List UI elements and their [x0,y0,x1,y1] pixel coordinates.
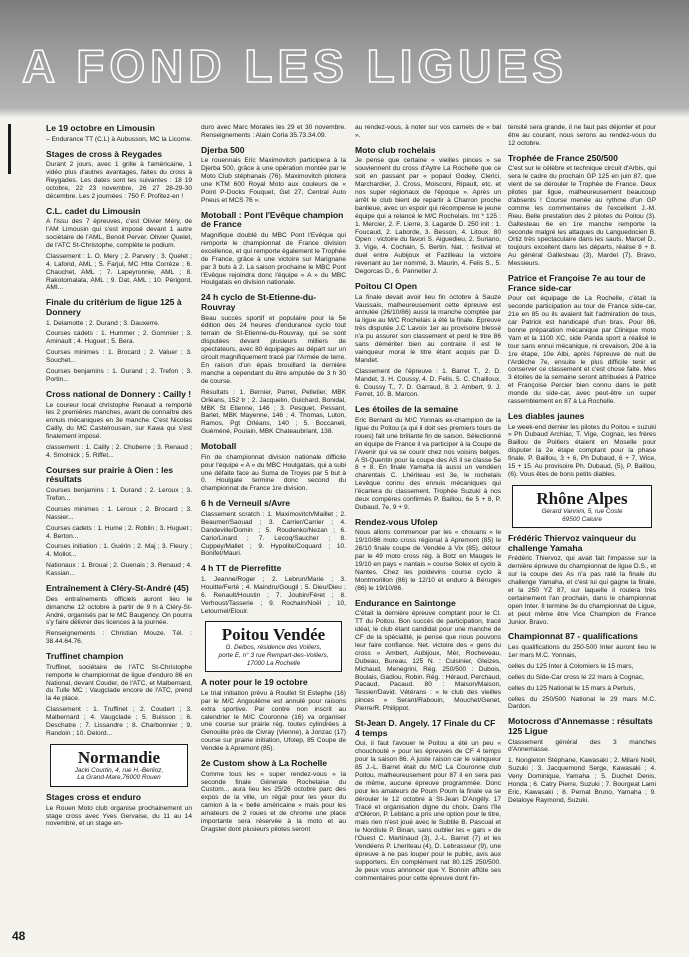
article-heading: Motoball [201,441,237,452]
article-heading: Finale du critérium de ligue 125 à Donnery [46,297,182,317]
article-paragraph: Comme tous les « super rendez-vous » la seconde finale Génerale Rochelaise du Custom... aura lieu les 25/26 octobre parc des expos de la ville, un régal pour les yeux du camion à la « belle américaine » mais pour les amateurs de 2 roues et de chrome une place importante sera réservée à la moto et au Dragster dont plusieurs pilotes seront [201,770,346,833]
article-paragraph: C'est sur le célèbre et technique circuit d'Arbis, qui sera le cadre du prochain GP 125 en juin 87, que vient de se dérouler le Trophée de France. Deux pilotes par ligue, malheureusement beaucoup d'absents ! Course menée au rythme d'un GP comme les commentaires de l'excellent J.-M. Rieu. Belle prestation des 2 pilotes du Poitou (3). Gallesteau 6e en 1re manche remporte la seconde malgré les attaques du Languedocien B. Ortiz très spectaculaire dans les sauts, Marcel D., toujours excellent dans les départs, réalise 8 + 8. Au général Gallesteau (3), Mardel (7). Bravo, Messieurs. [508,165,656,268]
article-heading: A noter pour le 19 octobre [201,677,308,688]
article-paragraph: Je pense que certaine « vieilles pinces » se souviennent du cross d'Aytre La Rochelle que ce soit en passant par « popaul Godey, Clerici, Marchardier, J. Cross, Moisconi, Ripault, etc. et nos super régionaux de l'époque ». Après un arrêt le club bient de repartir à Charron proche banlieue, avec un espoir qui récompense le jeune équipe qui a relancé le M/C Rochelais. Int * 125 : 1. Mercier, 2. F. Lierre, 3. Lagarde D. 250 init : 1. Foucaud, 2. Laborde, 3. Besson, 4. Litoux. 80 Open : victoire du favori S. Aiguedieu, 2. Suriano, 3. Vige, 4. Cochain, 5. Bertin. Nat. : festival et duel entre Aubijoux et Fazilleau la victoire revenant au 1er nommé, 3. Maurin, 4. Felis S., 5. Degorcas D., 6. Pannetier J. [355,157,501,276]
article-heading: Entraînement à Cléry-St-André (45) [46,583,189,594]
league-address-line: La Grand-Mare,76000 Rouen [77,774,161,782]
article-heading: Stages de cross à Reygades [46,148,163,159]
article-paragraph: au rendez-vous, à noter sur vos carnets de « bal ». [355,124,501,139]
article-paragraph: classement : 1. Cailly ; 2. Chuberre ; 3. Renaud ; 4. Smolnick ; 5. Riffet... [46,444,192,459]
article-paragraph: Nous allons commencer par les « chouans » le 19/10/86 moto cross régional à Apremont (85) le 26/10 finale coupe de Vendée à Vix (85), détour par le 49 moto cross rég. à Botz en Mauges le 19/10 en pays « nantais » course Solex et cyclo à Nantes. Chez les poidevins course cyclo à Montmorillon (86) le 12/10 et enduro à Béruges (86) le 19/10/86. [355,529,501,592]
article-paragraph: Frédéric Thiervoz, qui avait fait l'impasse sur la dernière épreuve du championnat de ligue D.S., et sur la coupe des As n'a pas raté la finale du challenge Yamaha, et c'est lui qui gagne la finale, et la 250 YZ 87, sur laquelle il roulera très certainement l'an prochain, dans le championnat open Inter. Il termine 3e du championnat de Ligue, et peut même être Vice Champion de France Junior. Bravo. [508,555,656,626]
article-paragraph: Magnifique doublé du MBC Pont l'Evêque qui remporte le championnat de France division excellence, et qui remporte également le Trophée de France, grâce à une victoire sur Marignane par 3 buts à 2. La saison prochaine le MBC Pont l'Evêque rejoindra donc l'équipe « A » du MBC Houlgatais en division nationale. [201,232,346,287]
column-1 [46,124,192,945]
article-paragraph: Beau succès sportif et populaire pour la 5e édition des 24 heures d'endurance cyclo tout terrain de St-Etienne-du-Rouvray, qui se sont disputées devant plusieurs milliers de spectateurs, avec 80 équipages au départ sur un circuit magnifiquement tracé par l'Armée de terre. En raison d'un épais brouillard la dernière manche a cependant du être amputée de 3 h 30 de course. [201,314,346,385]
article-paragraph: A l'issu des 7 épreuves, c'est Olivier Méry, de l'AM Limousin qui s'est imposé devant 1 autre sociétaire de l'AML, Benoit Perver. Olivier Quelet, de l'ATC St-Christophe, complète le podium. [46,218,192,249]
league-address-line: 69500 Caluire [562,515,602,523]
header-band [0,0,689,118]
article-heading: Djerba 500 [201,144,245,155]
article-paragraph: Les qualifications du 250-500 Inter auront lieu le 1er mars M.C. Yonnais, [508,644,656,659]
article-paragraph: Le trial initiation prévu à Roullet St Estephe (16) par le M/C Angoulême est annulé pour raisons extra sportive. Par contre non inscrit au calendrier le M/C Couronne (16) va organiser une course sur prairie rég. toutes cylindrées à Genouille près de Civray (Vienne), à Jonzac (17) course sur prairie initiation, Ufolep, 85 Coupe de Vendée à Apremont (85). [201,689,346,753]
article-heading: Trophée de France 250/500 [508,152,618,163]
article-paragraph: duro avec Marc Morales les 29 et 30 novembre. Renseignements : Alain Corla 35.73.34.09. [201,124,346,139]
article-paragraph: Le coureur local christophe Renaud a remporté les 2 premières manches, avant de connaître des ennuis mécaniques en 3e manche. C'est Nicolas Cailly, du MC Castelrousain, sur Kawa qui s'est finalement imposé. [46,401,192,441]
article-heading: Rendez-vous Ufolep [355,516,438,527]
league-name: Normandie [77,747,161,767]
article-heading: 2e Custom show à La Rochelle [201,758,328,769]
article-paragraph: Courses benjamins : 1. Durand ; 2. Leroux ; 3. Trefon... [46,487,192,502]
article-paragraph: Courses minimes : 1. Leroux ; 2. Brocard ; 3. Nassier... [46,505,192,521]
article-paragraph: tensité sera grande, il ne faut pas déjonter et pour être au courant, nous serons au rendez-vous du 12 octobre. [508,124,656,147]
article-heading: Stages cross et enduro [46,792,142,803]
league-name: Poitou Vendée [221,625,326,645]
article-heading: Frédéric Thiervoz vainqueur du challenge Yamaha [508,533,636,553]
article-paragraph: Classement général des 3 manches d'Annemasse. [508,738,656,754]
league-address-line: G. Delbos, résidence des Voiliers, [225,644,322,652]
article-paragraph: 1. Nongleton Stéphane, Kawasaki ; 2. Milani Noël, Suzuki ; 3. Jacquemond Serge, Kawasaki ; 4. Veny Dominique, Yamaha ; 5. Duchet Denis, Honda ; 6. Catry Pierre, Suzuki ; 7. Bourgeat Lami Eric, Kawasaki ; 8. Pernat Bruno, Yamaha ; 9. Delaloye Raymond, Suzuki. [508,757,656,804]
article-paragraph: Courses cadets : 1. Hummer ; 2. Gommier ; 3. Aminault ; 4. Huguet ; 5. Bera. [46,330,192,346]
article-heading: Motocross d'Annemasse : résultats 125 Ligue [508,716,653,736]
article-paragraph: C'était la dernière épreuve comptant pour le Cl. TT du Poitou. Bon succès de participation, tracé idéal, le club étant candidat pour une manche de CF de la spécialité, je pense que nous pouvons leur faire confiance. Net. victoire des « gens du cross » Ambert, Aubijoux, Mér, Rocheveau, Dubeau, Bureau. 125 N. : Cuisinier, Gleizes, Michaud, Menegrini, Rég. 250/500 : Dubois, Boulais, Gadiou, Robin. Rég. : Héraud, Perchaud, Pacaud, Pacaud. 80 : Maison/Maison, Tessier/David. Vétérans : « le club des vieilles pinces » Serant/Rabouin, Mouchet/Genet, Pierre/R. Philippot. [355,610,501,713]
article-paragraph: Eric Bernard du M/C Yonnais ex-champion de la ligue du Poitou (a qui il doit ses premiers tours de roues) fait une brillante fin de saison. Sélectionné en équipe de France il va participer à la Coupe de l'Avenir qui va se courir chez nos voisins belges. A St-Quentin pour la coupe des AS il se classe 5e 8 + 8. En finale Yamaha là aussi un vendéen charentais C. Lhériteau est 3e, le rochelais Levêque connu des ennuis mécaniques qui l'écartera du classement. Trophée Suzuki à nos deux compères confirmés P. Baillou, 6e 5 + 8, P. Dubaud, 7e, 9 + 9. [355,416,501,511]
article-heading: Les diables jaunes [508,410,585,421]
article-paragraph: celles du Side-Car cross le 22 mars à Cognac, [508,673,644,681]
article-heading: Motoball : Pont l'Evêque champion de France [201,209,344,230]
article-heading: Le 19 octobre en Limousin [46,124,155,133]
article-paragraph: Le rouennais Eric Maximovitch participera à la Djerba 500, grâce à une opération montée par le Moto Club stéphanais (76). Maximovitch pilotera une KTM 600 Royal Moto aux couleurs de « Point P-Docks Fouquet, Get 27, Central Auto Pneus et MCS 76 ». [201,157,346,204]
article-paragraph: Courses benjamins : 1. Durand ; 2. Trefon ; 3. Portin... [46,368,192,383]
page-number: 48 [12,929,26,943]
margin-bar [8,124,11,174]
article-paragraph: Classement : 1. O. Mery ; 2. Parvery ; 3. Quelet ; 4. Lafond, AML ; 5. Farjul, MC Htte Corrèze ; 6. Chauchet, AML ; 7. Lapeyronnie, AML ; 8. Rakotomalala, AML ; 9. Dat, AML ; 10. Périgord, AMI... [46,252,192,292]
article-heading: Patrice et Françoise 7e au tour de France side-car [508,273,646,293]
article-paragraph: Truffinet, sociétaire de l'ATC St-Christophe remporte le championnat de ligue d'enduro 86 en National, devant Couder, de l'ATC, et Malbernard, du Tulle MC ; Vaugclade encore de l'ATC, prend la 4e place. [46,663,192,703]
article-paragraph: La finale devait avoir lieu fin octobre à Sauze Vaussais, malheureusement cette épreuve est annulée (26/10/86) aussi la manche comptée par la ligue au M/C Rochelais a été la finale. Epreuve très disputée J.C Lavoix 1er au provisoire blessé n'a pu assurer son classement et perd le titre 86 sans démériter bien au contraire il est le vainqueur moral le titre étant acquis par D. Mandet. [355,293,501,364]
article-paragraph: Le week-end dernier les pilotes du Poitou « suzuki » Ph Dubaud Archiac, T. Vige, Cognac, les frères Baillou de Poitiers étaient en Moselle pour disputer la 2e étape comptant pour la phase finale. P. Baillou, 3 + 6, Ph Dubaud, 6 + 7, Wice, 15 + 15. Au provisoire Ph. Dubaud, (5), P. Baillou, (6). Vous êtes de bons petits diables. [508,423,656,478]
article-heading: 6 h de Verneuil s/Avre [201,498,291,509]
article-paragraph: Classement : 1. Truffinet ; 2. Coudert ; 3. Malbernard ; 4. Vaugclade ; 5. Buisson ; 6. Deschatre ; 7. Lissandre ; 8. Charbonnier ; 9. Randoin ; 10. Delord... [46,706,192,737]
article-paragraph: Courses cadets : 1. Hume ; 2. Roblin ; 3. Huguet ; 4. Berton... [46,524,192,540]
column-3 [355,124,501,945]
article-paragraph: celles du 250/500 National le 29 mars M.C. Dardon. [508,695,656,711]
article-paragraph: Fin de championnat division nationale difficile pour l'équipe « A » du MBC Houlgatais, qui a subi une défaite face au Suma de Troyes par 5 but à 0. Houlgate termine donc second du championnat de France 1re division. [201,453,346,493]
article-heading: Endurance en Saintonge [355,597,456,608]
article-paragraph: – Endurance TT (C.L) à Aubusson, MC la Licorne. [46,135,192,143]
article-heading: Truffinet champion [46,651,124,662]
page-title: A FOND LES LIGUES [22,40,568,92]
column-2 [201,124,346,945]
article-paragraph: Courses minimes : 1. Brocard ; 2. Valuer ; 3. Souchet... [46,349,192,365]
article-paragraph: Résultats : 1. Bernier, Parret, Pelletier, MBK Orléans, 152 tr ; 2. Jacquelin, Guichard, Bonidal, MBK St Etienne, 146 ; 3. Pesquet, Pessant, Barlet, MBK Mayenne, 146 ; 4. Thomas, Luton, Ramos, Pgt Orléans, 140 ; 5. Boccaneli, Guéméné, Poulain, MBK Chateaubriant, 138. [201,388,346,436]
article-paragraph: Pour cet équipage de La Rochelle, c'était la seconde participation au tour de France side-car, 21e en 85 ou ils avaient fait l'admiration de tous, car Patrick est handicapé d'un bras. Pour 86, bonne préparation mécanique par Clinique moto Yam et la 1100 XC, side Panda sport a réalisé le tour sans ennui mécanique, ni crevaison, 20e à la 1re étape, 10e Albi, après l'épreuve de nuit de l'Ardèche 7e, ensuite le plus difficile tenir et conserver ce classement et c'est chose faite. Mes 3 étoiles de la semaine seront attribuées à Patrice et Françoise Percier bien connu dans le petit monde du side-car, avec peut-être un super rassemblement en 87 à La Rochelle. [508,295,656,406]
article-heading: Les étoiles de la semaine [355,404,459,415]
article-heading: Championnat 87 - qualifications [508,631,638,642]
article-heading: 4 h TT de Pierrefitte [201,563,282,574]
article-heading: C.L. cadet du Limousin [46,205,141,216]
article-heading: Moto club rochelais [355,144,436,155]
article-heading: Cross national de Donnery : Cailly ! [46,388,192,399]
league-address-line: porte E, n° 3 rue Rempart-des-Voiliers, [218,652,329,660]
article-paragraph: Courses initiation : 1. Guérin ; 2. Maj ; 3. Fleury ; 4. Mollot... [46,543,192,559]
article-heading: 24 h cyclo de St-Etienne-du-Rouvray [201,292,317,312]
league-contact-box [205,621,342,672]
league-address-line: Gérard Vannini, 5, rue Coste [541,507,623,515]
article-paragraph: Des entraînements officiels auront lieu le dimanche 12 octobre à partir de 9 h à Cléry-St-André, organisés par le MC Baugency. On pourra s'y faire délivrer des licences à la journée. [46,595,192,627]
article-paragraph: Nationaux : 1. Brouai ; 2. Ouenais ; 3. Renaud ; 4. Kassian... [46,562,192,578]
article-heading: Poitou Cl Open [355,281,418,291]
article-paragraph: Renseignements : Christian Mouze. Tél. : 38.44.64.76. [46,630,192,646]
article-paragraph: Classement scratch : 1. Maximovitch/Maillet ; 2. Beaumer/Saouad ; 3. Carrier/Carrier ; 4. Dandeville/Domin ; 5. Roudenko/Nezan ; 6. Cario/Linard ; 7. Lecoq/Saucher ; 8. Cuppey/Mallet ; 9. Hypolite/Coquard ; 10. Bonifet/Mauri. [201,510,346,558]
article-heading: St-Jean D. Angely. 17 Finale du CF 4 temps [355,718,496,738]
article-paragraph: celles du 125 National le 15 mars à Pertuis, [508,684,636,692]
article-paragraph: Durant 2 jours, avec 1 grille à l'américaine, 1 vidéo plus d'autres avantages, faites du cross à Reygades. Les dates sont les suivantes : 18 19 octobre, 22 23 novembre, 26 27 28-29-30 décembre. Les 2 journées : 750 F. Profitez-en ! [46,161,192,200]
article-paragraph: Classement de l'épreuve : 1. Barret T., 2. D. Mandet, 3. H. Coussy, 4. D. Felis, 5. C. Chailloux, 6. Coussy T., 7. D. Garraud, 8. J. Ambert, 9. J. Ferret, 10. B. Marcon. [355,367,501,399]
article-paragraph: celles du 125 Inter à Colomiers le 15 mars, [508,662,634,670]
column-4 [508,124,656,945]
league-contact-box [50,744,188,787]
article-paragraph: Le Rouen Moto club organise prochainement un stage cross avec Yves Gervaise, du 11 au 14 novembre, et un stage en- [46,804,192,828]
league-name: Rhône Alpes [536,488,628,508]
article-paragraph: Oui, il faut l'avouer le Poitou a été un peu « chouchouté » pour les épreuves de CF 4 temps pour la saison 86. A juste raison car le vainqueur 85 J.-L. Barret était du M/C La Couronne club Poitou, malheureusement pour 87 il en sera pas de même, aucune épreuve programmée. Donc pour les amateurs de Poum Poum la finale va se dérouler le 12 octobre à St-Jean D'Angély. 17 Tracé et organisation digne du choix. Dans l'île d'Oléron, P. Leblanc a pris une option pour le titre, mais rien n'est joué avec le Subtile B. Pascual et le Nordiste P. Binan, sans oublier les « gars » de l'Ouest C. Martinaud (3), J.-L. Barret (7) et les Vendéens P. Lheriteau (4), D. Lebrasseur (9), une épreuve à ne pas louper pour le public, avis aux supporters. En complément nat 80.125 250/500. Je peux vous annoncer que Y. Bonnin affûte ses commentaires pour cette épreuve dont l'in- [355,740,501,882]
article-paragraph: 1. Jeanne/Roger ; 2. Lebrun/Marie ; 3. Houitte/Ferté ; 4. Maindru/Gougil ; 5. Dieu/Dieu ; 6. Renault/Houstin ; 7. Joubin/Féret ; 8. Verhoust/Tasserie ; 9. Rochain/Noël ; 10, Letournel/Elouir. [201,575,346,615]
league-address-line: Jacki Courtin, 4, rue H.-Berlioz, [74,766,164,774]
league-address-line: 17000 La Rochelle [246,659,301,667]
article-paragraph: 1. Delamotte ; 2. Durand ; 3. Dauxerre. [46,319,160,327]
league-contact-box [512,485,652,528]
article-heading: Courses sur prairie à Oien : les résultats [46,464,174,485]
